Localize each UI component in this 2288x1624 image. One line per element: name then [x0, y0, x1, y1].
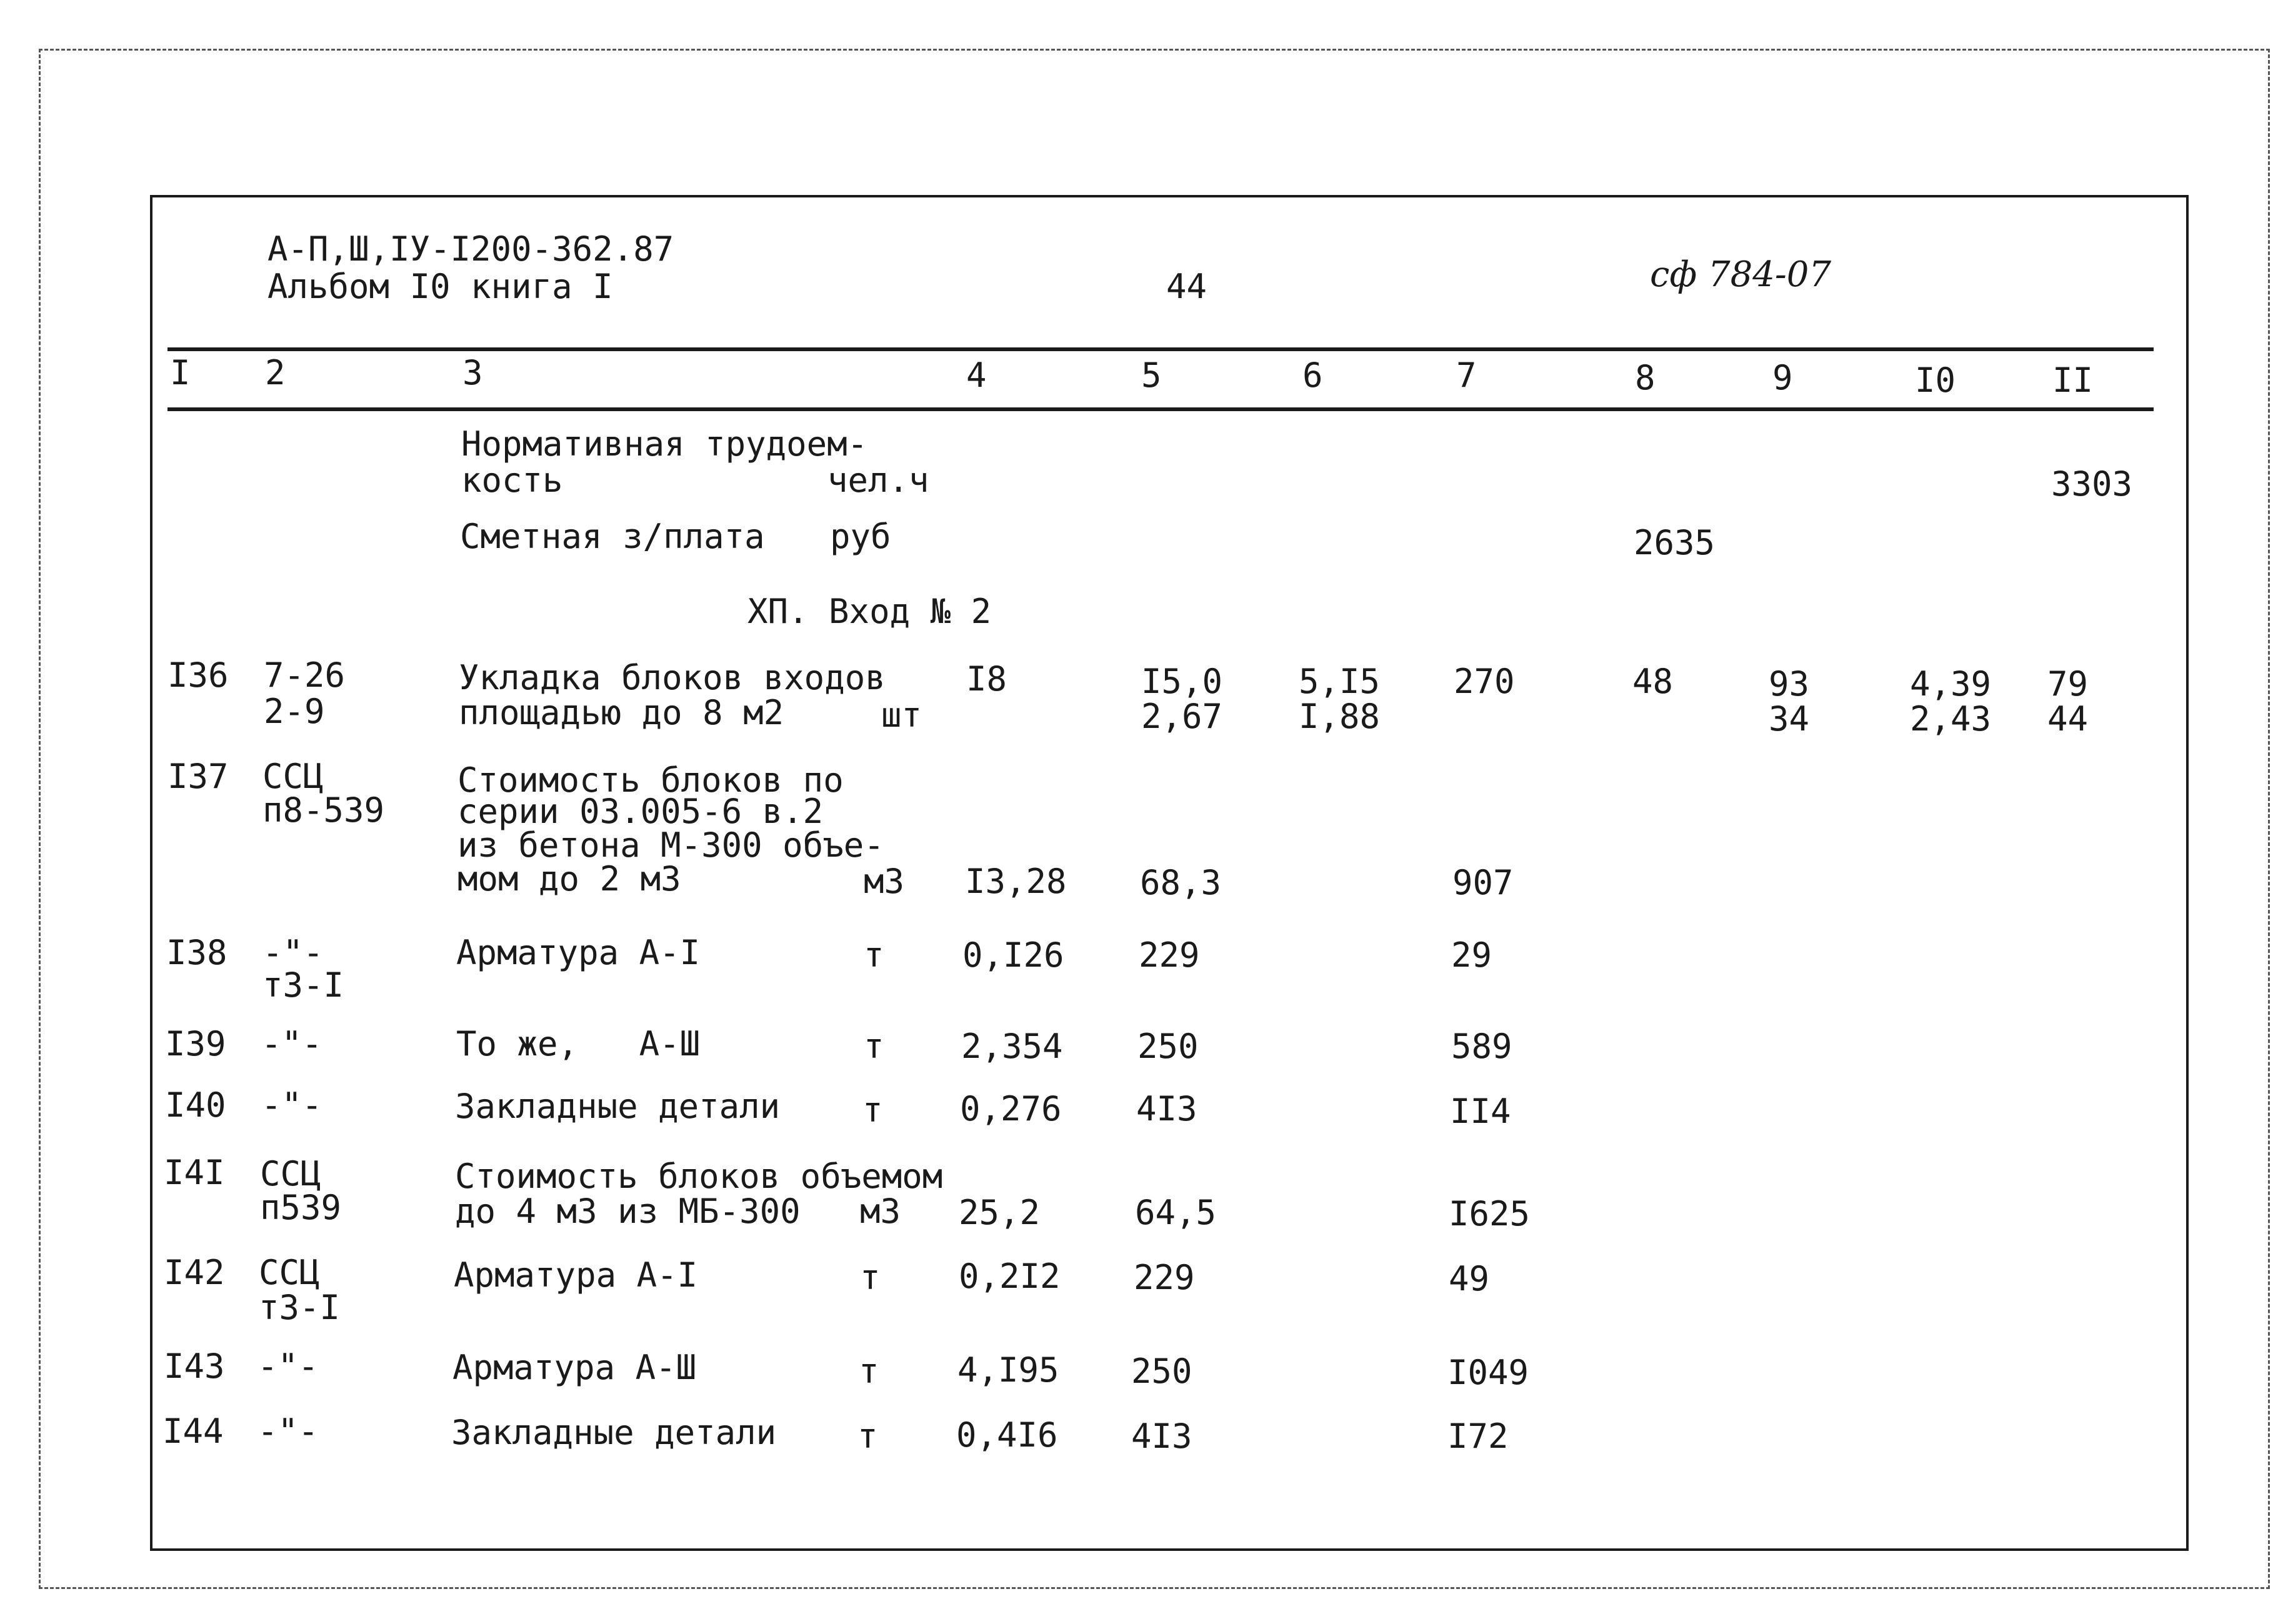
unit-cost: 64,5 — [1135, 1193, 1217, 1232]
norm-code: -"- — [257, 1347, 319, 1386]
total-cost: 270 — [1454, 662, 1515, 701]
header-bottom-rule — [167, 407, 2154, 411]
norm-code: ССЦ — [259, 1253, 320, 1292]
col6-value: 5,I5 — [1299, 662, 1381, 701]
norm-code: ССЦ — [260, 1154, 321, 1193]
row-description: Укладка блоков входов — [459, 658, 886, 697]
norm-code: ССЦ — [262, 757, 324, 796]
quantity: 0,2I2 — [959, 1257, 1061, 1296]
unit-cost: 229 — [1134, 1258, 1195, 1297]
col9-value: 34 — [1769, 699, 1810, 739]
labor-value: 3303 — [2051, 464, 2133, 504]
col6-value: I,88 — [1299, 697, 1381, 736]
col-header-10: I0 — [1915, 361, 1956, 400]
quantity: I3,28 — [965, 862, 1067, 901]
quantity: 0,4I6 — [956, 1415, 1058, 1455]
col-header-3: 3 — [462, 353, 483, 392]
handwritten-note: сф 784-07 — [1650, 254, 1832, 295]
row-unit: т — [857, 1417, 878, 1456]
col-header-1: I — [170, 353, 191, 392]
total-cost: 589 — [1451, 1027, 1512, 1066]
row-description: Закладные детали — [455, 1087, 781, 1126]
row-description: серии 03.005-6 в.2 — [457, 792, 824, 831]
norm-code: -"- — [262, 933, 324, 972]
quantity: I8 — [966, 659, 1007, 699]
labor-label-line2: кость — [461, 461, 563, 500]
col9-value: 93 — [1769, 664, 1810, 704]
total-cost: II4 — [1450, 1092, 1511, 1131]
row-description: Арматура А-I — [456, 933, 701, 972]
quantity: 25,2 — [959, 1193, 1041, 1232]
row-number: I42 — [164, 1253, 225, 1292]
unit-cost: 4I3 — [1136, 1089, 1197, 1128]
col11-value: 79 — [2047, 664, 2089, 704]
row-description: Закладные детали — [451, 1413, 777, 1452]
norm-code: 7-26 — [264, 655, 346, 695]
row-number: I43 — [164, 1347, 225, 1386]
col-header-6: 6 — [1302, 356, 1323, 395]
total-cost: I625 — [1449, 1194, 1531, 1233]
row-number: I40 — [165, 1085, 226, 1125]
row-description: до 4 м3 из МБ-300 — [455, 1192, 801, 1231]
quantity: 2,354 — [961, 1027, 1063, 1066]
section-title: ХП. Вход № 2 — [747, 592, 992, 631]
col10-value: 2,43 — [1910, 699, 1992, 739]
quantity: 4,I95 — [957, 1350, 1059, 1390]
norm-code: п8-539 — [262, 790, 385, 830]
norm-code: т3-I — [262, 965, 344, 1005]
quantity: 0,276 — [960, 1089, 1062, 1128]
page-number: 44 — [1166, 267, 1207, 306]
row-description: из бетона М-300 объе- — [457, 825, 884, 865]
wage-unit: руб — [830, 517, 891, 556]
total-cost: I049 — [1447, 1353, 1529, 1392]
norm-code: -"- — [261, 1085, 322, 1125]
norm-code: 2-9 — [264, 692, 325, 731]
norm-code: п539 — [260, 1188, 342, 1227]
row-unit: т — [862, 1090, 883, 1130]
row-unit: т — [864, 935, 884, 975]
row-unit: м3 — [864, 862, 905, 901]
wage-value: 2635 — [1634, 523, 1716, 562]
unit-cost: 68,3 — [1140, 863, 1222, 902]
unit-cost: 229 — [1139, 935, 1200, 975]
labor-label-line1: Нормативная трудоем- — [461, 424, 868, 464]
total-cost: I72 — [1447, 1417, 1509, 1456]
total-cost: 49 — [1449, 1259, 1490, 1298]
row-unit: т — [860, 1258, 881, 1297]
row-number: I39 — [165, 1024, 226, 1064]
row-description: мом до 2 м3 — [457, 859, 681, 899]
album-title: Альбом I0 книга I — [267, 267, 613, 306]
row-unit: т — [859, 1352, 879, 1391]
col-header-4: 4 — [966, 356, 987, 395]
unit-cost-wage: 2,67 — [1141, 697, 1223, 736]
row-description: Арматура А-Ш — [452, 1348, 697, 1387]
row-unit: м3 — [860, 1192, 901, 1231]
col10-value: 4,39 — [1910, 664, 1992, 704]
norm-code: -"- — [257, 1412, 319, 1451]
col-header-5: 5 — [1141, 356, 1162, 395]
col-header-7: 7 — [1456, 356, 1477, 395]
row-number: I4I — [164, 1153, 225, 1192]
unit-cost: 250 — [1131, 1352, 1192, 1391]
unit-cost: 250 — [1137, 1027, 1199, 1066]
header-top-rule — [167, 347, 2154, 351]
row-unit: шт — [881, 695, 922, 735]
unit-cost: I5,0 — [1141, 662, 1223, 701]
row-unit: т — [864, 1027, 884, 1066]
row-description: площадью до 8 м2 — [459, 693, 784, 732]
col-header-11: II — [2052, 361, 2094, 400]
row-description: То же, А-Ш — [456, 1024, 701, 1064]
row-number: I38 — [166, 933, 227, 972]
labor-unit: чел.ч — [827, 461, 929, 500]
col8-value: 48 — [1632, 662, 1674, 701]
row-number: I37 — [167, 757, 229, 796]
row-number: I44 — [162, 1412, 224, 1451]
row-description: Стоимость блоков объемом — [455, 1157, 943, 1196]
col-header-9: 9 — [1772, 358, 1793, 397]
doc-code: А-П,Ш,IУ-I200-362.87 — [267, 229, 674, 269]
wage-label: Сметная з/плата — [460, 517, 765, 556]
unit-cost: 4I3 — [1131, 1417, 1192, 1456]
norm-code: -"- — [261, 1024, 322, 1064]
row-description: Арматура А-I — [454, 1255, 698, 1295]
col-header-2: 2 — [265, 353, 286, 392]
quantity: 0,I26 — [962, 935, 1064, 975]
col11-value: 44 — [2047, 699, 2089, 739]
total-cost: 29 — [1451, 935, 1492, 975]
total-cost: 907 — [1452, 863, 1514, 902]
row-number: I36 — [167, 655, 229, 695]
norm-code: т3-I — [259, 1288, 341, 1327]
row-description: Стоимость блоков по — [457, 760, 844, 800]
col-header-8: 8 — [1635, 358, 1656, 397]
